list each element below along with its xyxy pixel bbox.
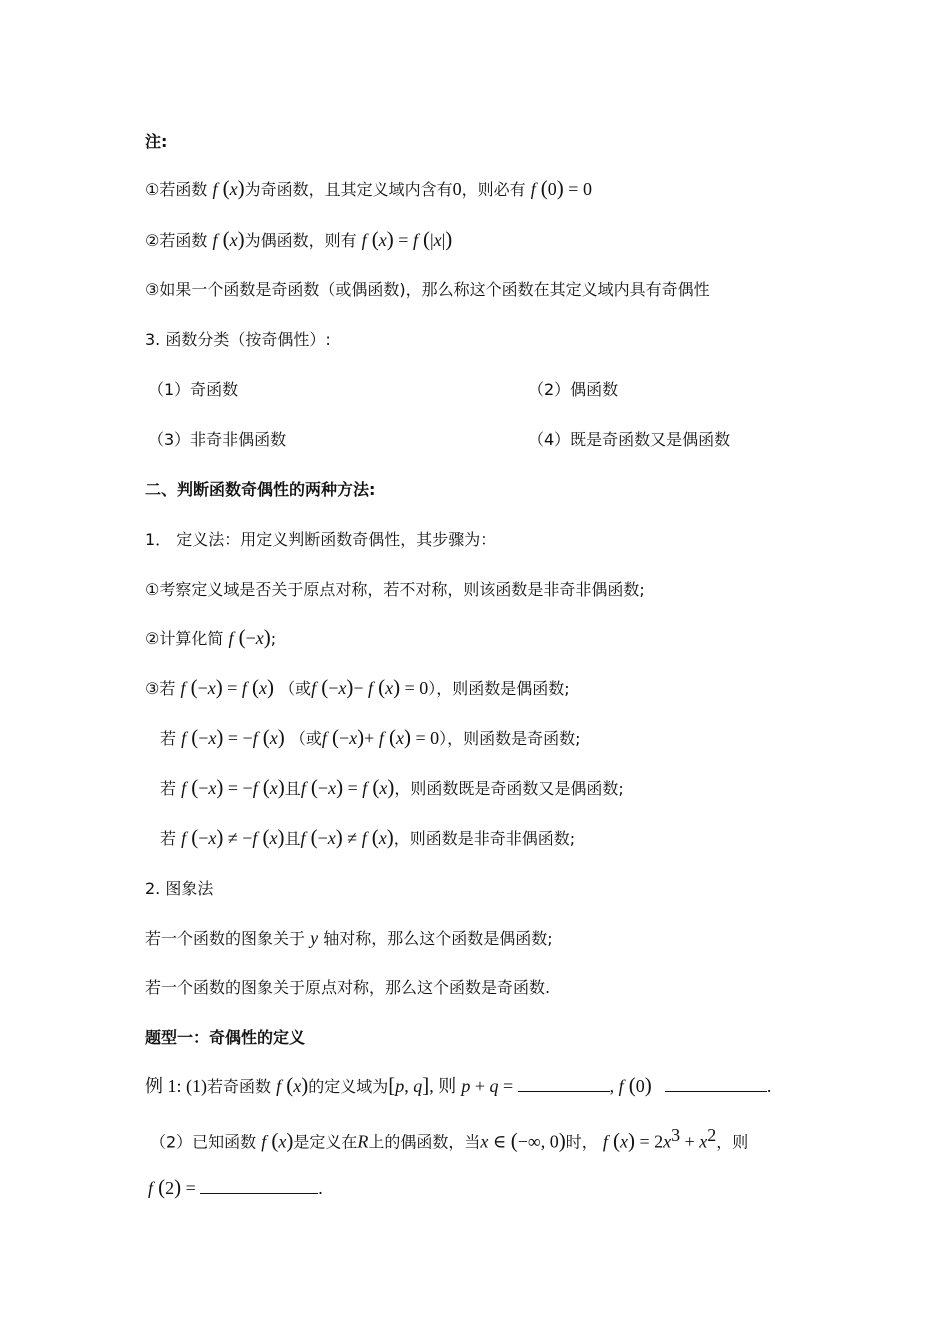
classify-item-3: （3）非奇非偶函数 [148,430,287,449]
step-3-even: ③若 f (−x) = f (x) （或f (−x)− f (x) = 0），则函数是偶函数; [145,675,570,699]
type1-heading: 题型一：奇偶性的定义 [145,1028,306,1047]
note-item-2: ②若函数 f (x)为偶函数，则有 f (x) = f (|x|) [145,227,453,251]
classify-item-2: （2）偶函数 [528,380,619,399]
answer-blank-2[interactable] [665,1075,767,1092]
step-2: ②计算化简 f (−x); [145,625,277,649]
note-heading: 注: [145,132,168,151]
classify-item-4: （4）既是奇函数又是偶函数 [528,430,731,449]
step-1: ①考察定义域是否关于原点对称，若不对称，则该函数是非奇非偶函数; [145,580,645,599]
classify-title: 3. 函数分类（按奇偶性）: [145,330,331,349]
graph-rule-odd: 若一个函数的图象关于原点对称，那么这个函数是奇函数. [145,978,551,997]
graph-rule-even: 若一个函数的图象关于 y 轴对称，那么这个函数是偶函数; [145,928,553,948]
example-1-part-2-answer: f (2) = . [148,1175,323,1199]
example-1-part-2: （2）已知函数 f (x)是定义在R上的偶函数，当x ∈ (−∞, 0)时， f $(x) = 2x^3 + x^2$，则 [150,1125,749,1153]
answer-blank-3[interactable] [200,1177,318,1194]
note-item-3: ③如果一个函数是奇函数（或偶函数)，那么称这个函数在其定义域内具有奇偶性 [145,280,710,299]
method-2-title: 2. 图象法 [145,879,214,898]
example-1-part-1: 例 1: (1)若奇函数 f (x)的定义域为[p, q], 则 p + q = , f (0) . [145,1073,772,1097]
note-item-1: ①若函数 f (x)为奇函数，且其定义域内含有0，则必有 f (0) = 0 [145,176,592,200]
classify-item-1: （1）奇函数 [148,380,239,399]
step-3-both: 若 f (−x) = −f (x)且f (−x) = f (x)，则函数既是奇函数又是偶函数; [160,775,624,799]
method-1-title: 1． 定义法：用定义判断函数奇偶性，其步骤为： [145,530,497,549]
section2-heading: 二、判断函数奇偶性的两种方法: [145,480,376,499]
answer-blank-1[interactable] [518,1075,610,1092]
step-3-odd: 若 f (−x) = −f (x) （或f (−x)+ f (x) = 0），则函数是奇函数; [160,725,581,749]
step-3-neither: 若 f (−x) ≠ −f (x)且f (−x) ≠ f (x)，则函数是非奇非偶函数; [160,825,576,849]
